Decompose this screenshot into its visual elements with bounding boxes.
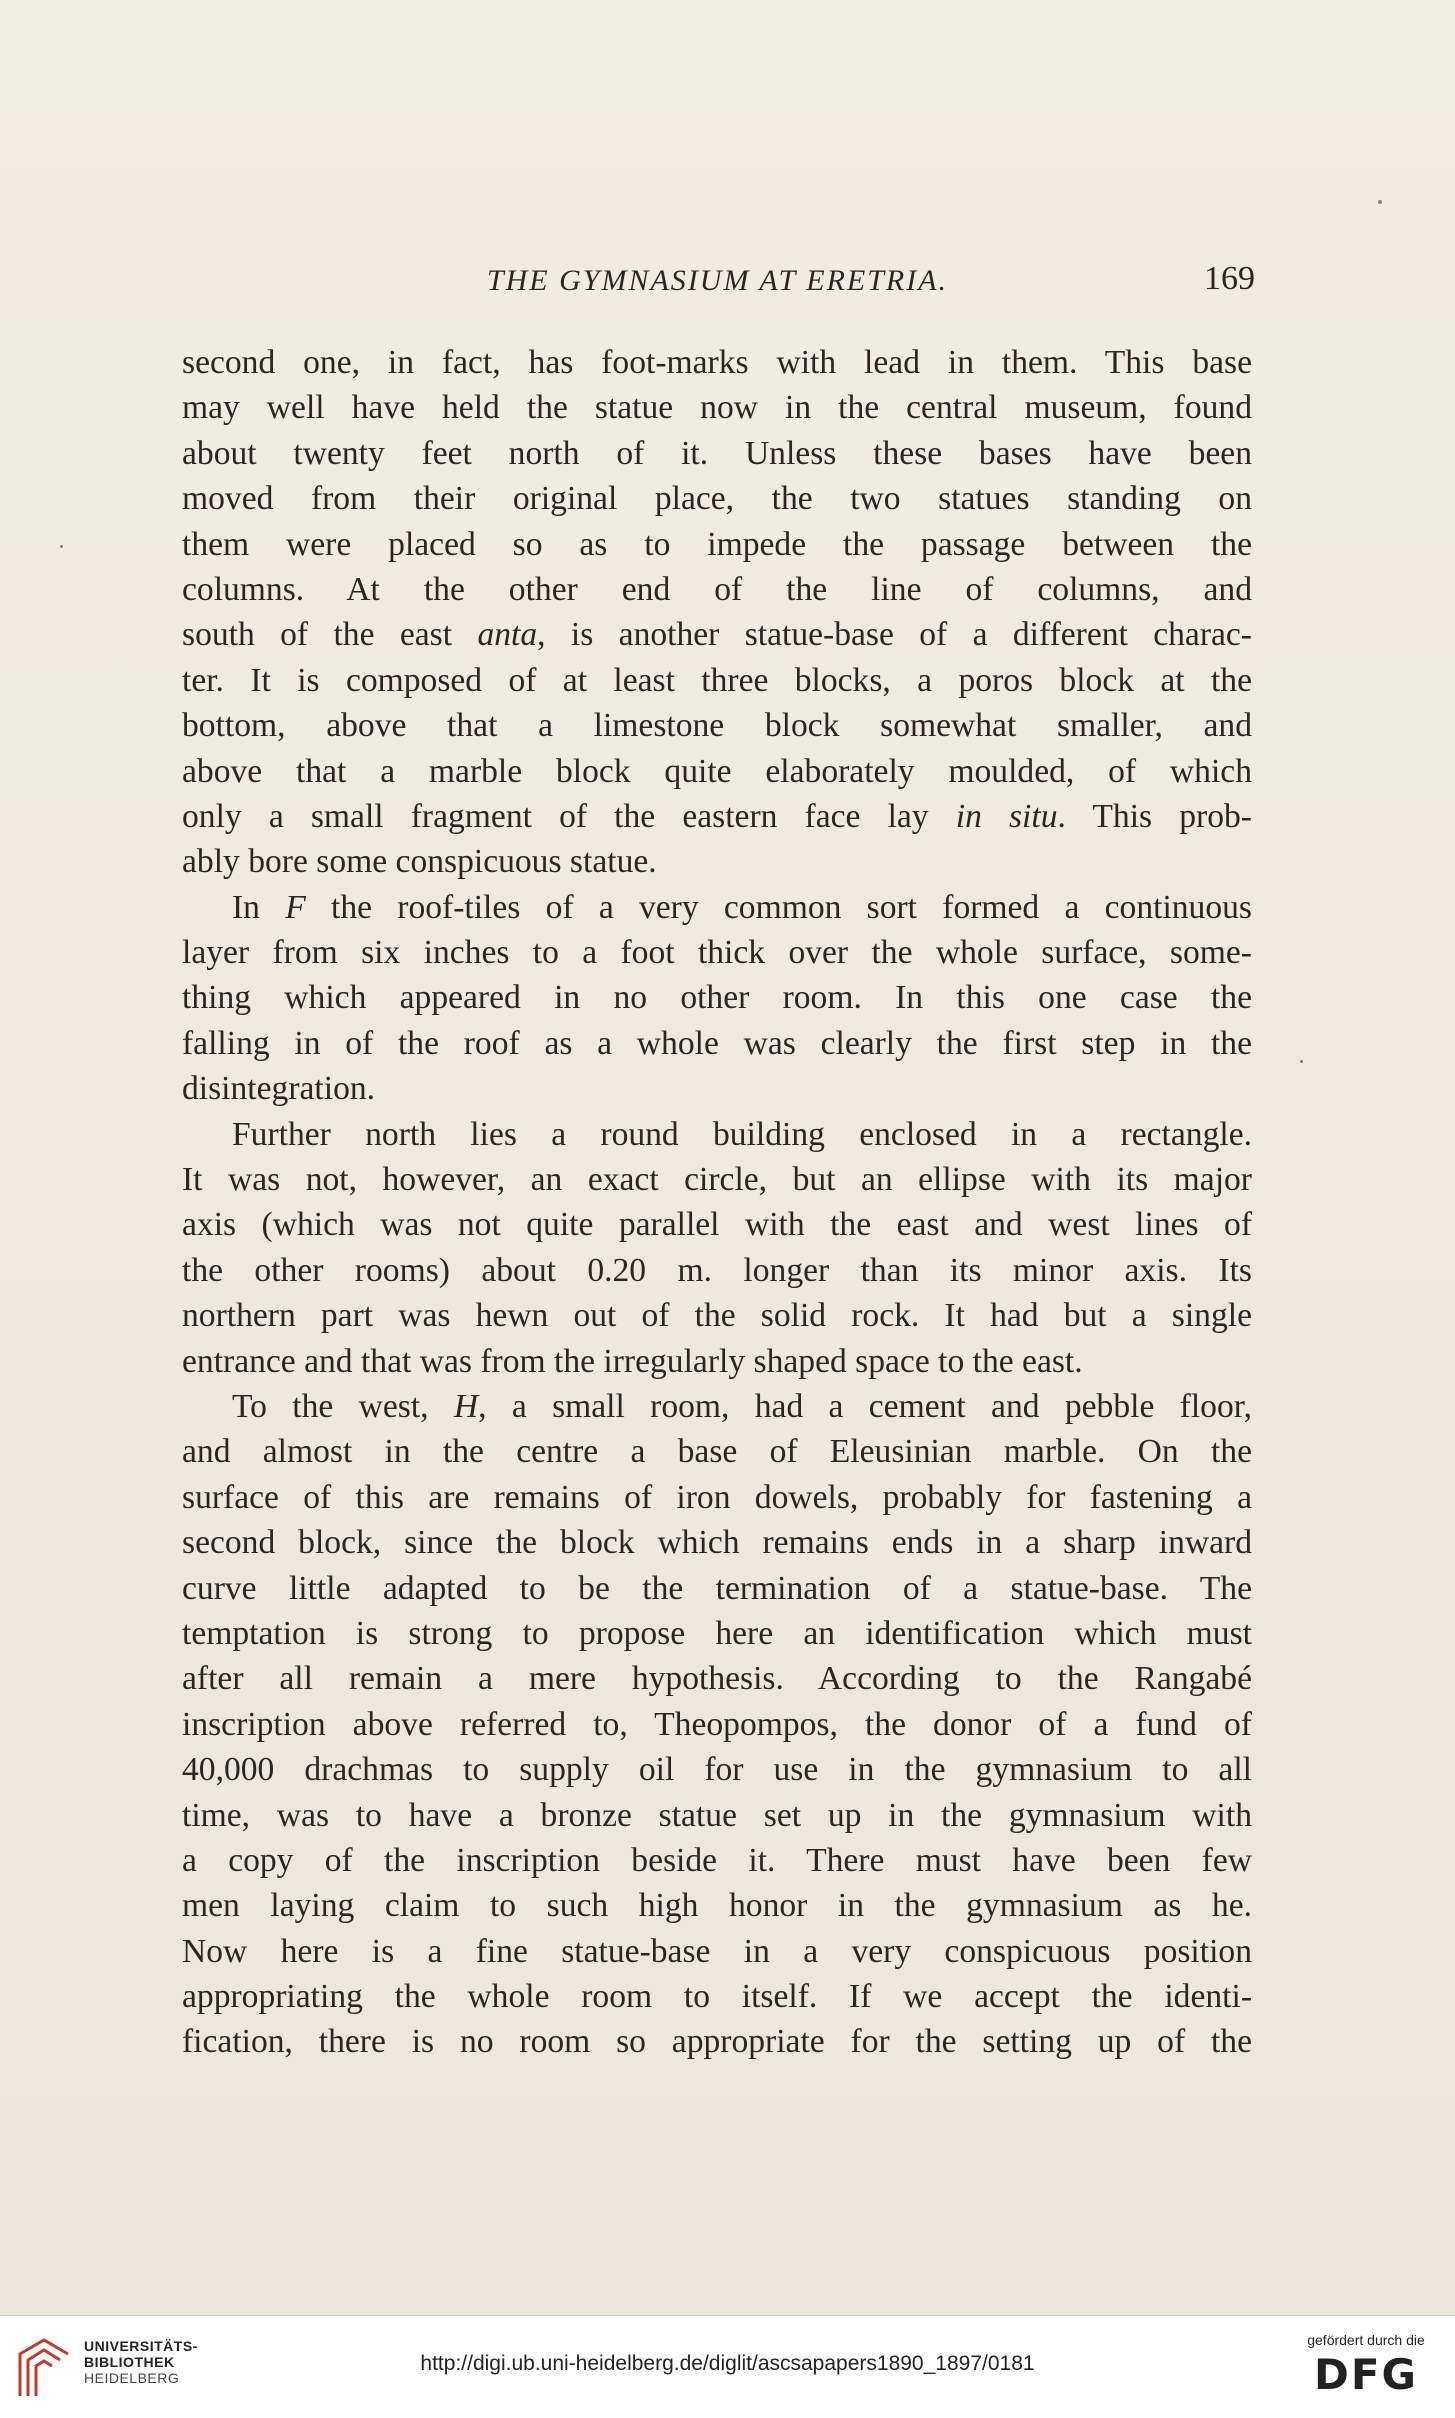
- source-url-link[interactable]: http://digi.ub.uni-heidelberg.de/diglit/ascsapapers1890_1897/0181: [420, 2352, 1035, 2375]
- text-line: about twenty feet north of it. Unless these bases have been: [182, 434, 1252, 472]
- body-text: [182, 340, 1252, 2065]
- text-line: falling in of the roof as a whole was clearly the first step in the: [182, 1024, 1252, 1062]
- text-line: only a small fragment of the eastern face lay in situ. This prob-: [182, 797, 1252, 835]
- paper-speck: [1378, 200, 1382, 204]
- text-line: moved from their original place, the two statues standing on: [182, 480, 1252, 518]
- text-line: To the west, H, a small room, had a cement and pebble floor,: [232, 1387, 1252, 1425]
- text-line: 40,000 drachmas to supply oil for use in the gymnasium to all: [182, 1751, 1252, 1789]
- text-line: columns. At the other end of the line of columns, and: [182, 570, 1252, 608]
- text-line: layer from six inches to a foot thick over the whole surface, some-: [182, 934, 1252, 972]
- text-line: them were placed so as to impede the passage between the: [182, 525, 1252, 563]
- text-line: south of the east anta, is another statue-base of a different charac-: [182, 616, 1252, 654]
- text-line: In F the roof-tiles of a very common sort formed a continuous: [232, 888, 1252, 926]
- text-line: thing which appeared in no other room. In this one case the: [182, 979, 1252, 1017]
- text-line: curve little adapted to be the termination of a statue-base. The: [182, 1569, 1252, 1607]
- text-line: bottom, above that a limestone block somewhat smaller, and: [182, 707, 1252, 745]
- text-line: may well have held the statue now in the central museum, found: [182, 389, 1252, 427]
- library-name-line: UNIVERSITÄTS-: [84, 2338, 198, 2354]
- italic-term: H: [453, 1387, 479, 1425]
- italic-term: F: [285, 888, 306, 926]
- running-title: THE GYMNASIUM AT ERETRIA.: [486, 264, 949, 297]
- text-line: axis (which was not quite parallel with the east and west lines of: [182, 1206, 1252, 1244]
- page-number: 169: [1204, 260, 1255, 297]
- text-line: temptation is strong to propose here an identification which must: [182, 1614, 1252, 1652]
- text-line: a copy of the inscription beside it. There must have been few: [182, 1841, 1252, 1879]
- text-line: above that a marble block quite elaborately moulded, of which: [182, 752, 1252, 790]
- text-line: inscription above referred to, Theopompos, the donor of a fund of: [182, 1705, 1252, 1743]
- text-line: time, was to have a bronze statue set up in the gymnasium with: [182, 1796, 1252, 1834]
- text-line: entrance and that was from the irregularly shaped space to the east.: [182, 1342, 1083, 1380]
- text-line: Further north lies a round building enclosed in a rectangle.: [232, 1115, 1252, 1153]
- text-line: fication, there is no room so appropriate for the setting up of the: [182, 2023, 1252, 2061]
- dfg-logo: DFG: [1313, 2350, 1419, 2399]
- text-line: disintegration.: [182, 1070, 376, 1108]
- digitization-footer: [0, 2315, 1455, 2418]
- library-name-line: BIBLIOTHEK: [84, 2354, 175, 2370]
- text-line: Now here is a fine statue-base in a very conspicuous position: [182, 1932, 1252, 1970]
- running-head: [180, 258, 1255, 308]
- text-line: second block, since the block which remains ends in a sharp inward: [182, 1524, 1252, 1562]
- text-line: second one, in fact, has foot-marks with lead in them. This base: [182, 344, 1252, 381]
- paper-speck: [1300, 1060, 1303, 1063]
- text-line: appropriating the whole room to itself. If we accept the identi-: [182, 1978, 1252, 2016]
- funder-caption: gefördert durch die: [1307, 2332, 1425, 2348]
- italic-term: in situ: [955, 797, 1058, 835]
- text-line: surface of this are remains of iron dowels, probably for fastening a: [182, 1478, 1252, 1516]
- text-line: and almost in the centre a base of Eleusinian marble. On the: [182, 1433, 1252, 1471]
- text-line: It was not, however, an exact circle, but an ellipse with its major: [182, 1161, 1252, 1199]
- paper-speck: [60, 545, 63, 548]
- funder-block: [1291, 2332, 1441, 2399]
- italic-term: anta: [477, 616, 538, 654]
- text-line: men laying claim to such high honor in the gymnasium as he.: [182, 1887, 1252, 1925]
- text-line: northern part was hewn out of the solid rock. It had but a single: [182, 1297, 1252, 1335]
- text-line: ter. It is composed of at least three blocks, a poros block at the: [182, 661, 1252, 699]
- text-line: after all remain a mere hypothesis. According to the Rangabé: [182, 1660, 1252, 1698]
- text-line: the other rooms) about 0.20 m. longer than its minor axis. Its: [182, 1251, 1252, 1289]
- library-name-line: HEIDELBERG: [84, 2370, 180, 2386]
- text-line: ably bore some conspicuous statue.: [182, 843, 657, 881]
